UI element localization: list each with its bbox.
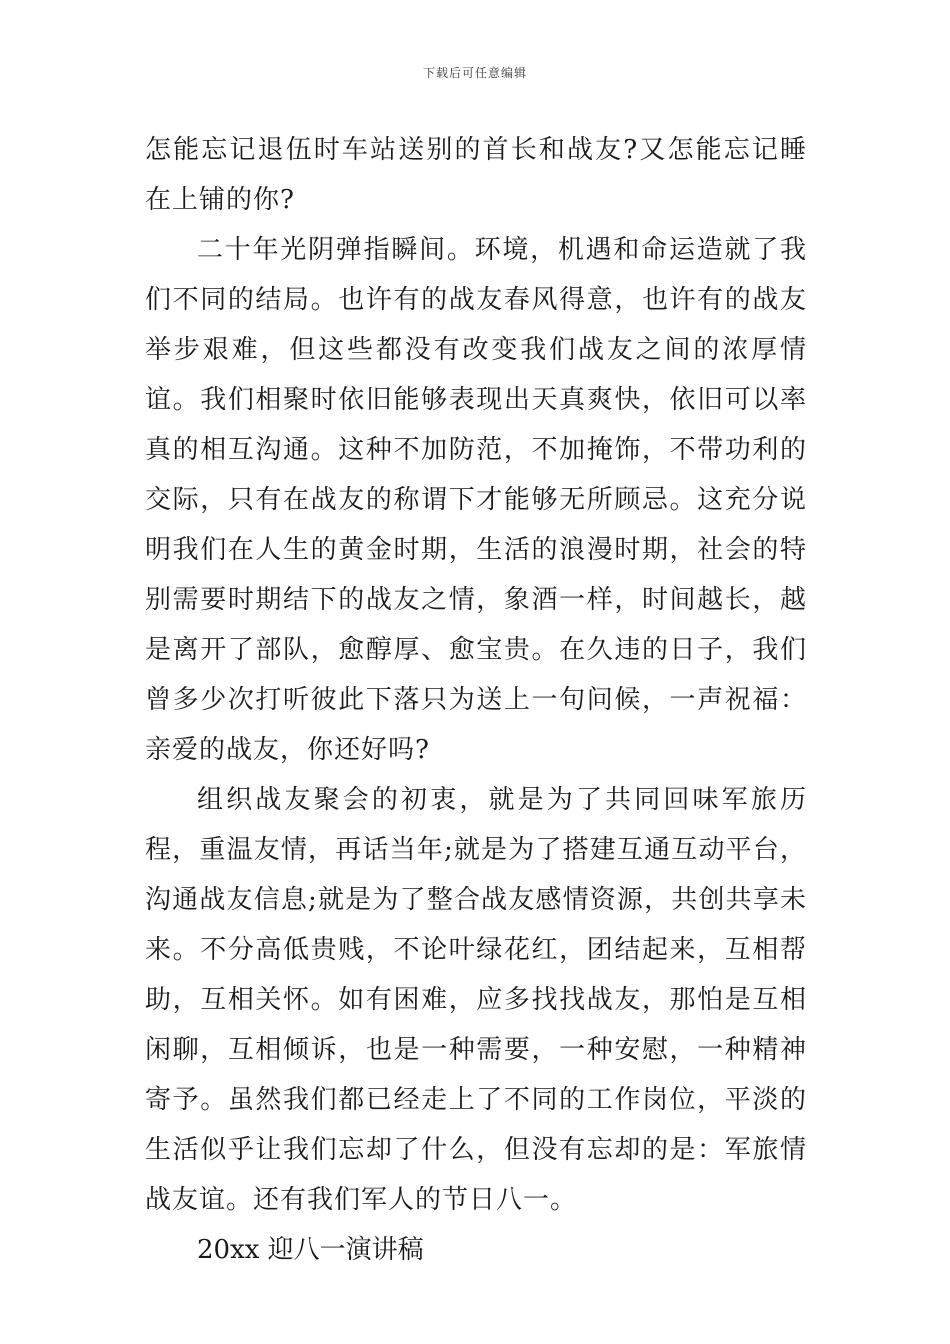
document-body bbox=[145, 125, 807, 1275]
paragraph-1: 怎能忘记退伍时车站送别的首长和战友?又怎能忘记睡在上铺的你? bbox=[145, 135, 807, 215]
paragraph-3: 组织战友聚会的初衷，就是为了共同回味军旅历程，重温友情，再话当年;就是为了搭建互通互动平台，沟通战友信息;就是为了整合战友感情资源，共创共享未来。不分高低贵贱，不论叶绿花红，团结起来，互相帮助，互相关怀。如有困难，应多找找战友，那怕是互相闲聊，互相倾诉，也是一种需要，一种安慰，一种精神寄予。虽然我们都已经走上了不同的工作岗位，平淡的生活似乎让我们忘却了什么，但没有忘却的是：军旅情战友谊。还有我们军人的节日八一。 bbox=[145, 785, 807, 1215]
page-header: 下载后可任意编辑 bbox=[422, 66, 527, 80]
paragraph-2: 二十年光阴弹指瞬间。环境，机遇和命运造就了我们不同的结局。也许有的战友春风得意，也许有的战友举步艰难，但这些都没有改变我们战友之间的浓厚情谊。我们相聚时依旧能够表现出天真爽快，依旧可以率真的相互沟通。这种不加防范，不加掩饰，不带功利的交际，只有在战友的称谓下才能够无所顾忌。这充分说明我们在人生的黄金时期，生活的浪漫时期，社会的特别需要时期结下的战友之情，象酒一样，时间越长，越是离开了部队，愈醇厚、愈宝贵。在久违的日子，我们曾多少次打听彼此下落只为送上一句问候，一声祝福：亲爱的战友，你还好吗? bbox=[145, 235, 807, 765]
section-title: 20xx 迎八一演讲稿 bbox=[197, 1235, 424, 1265]
